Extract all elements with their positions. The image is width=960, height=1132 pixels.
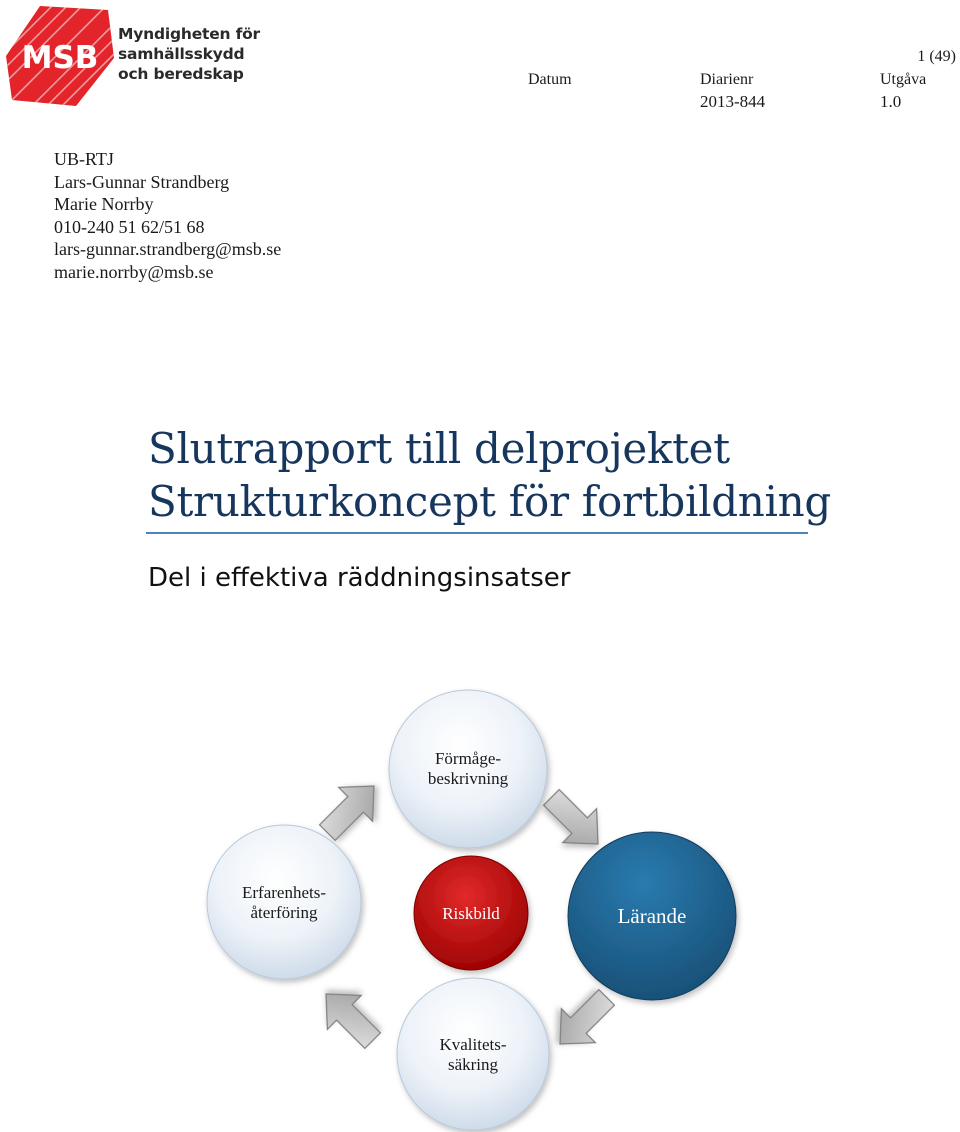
contact-phone: 010-240 51 62/51 68 (54, 216, 205, 237)
logo-text (118, 24, 260, 84)
utgava-label: Utgåva (880, 71, 927, 88)
node-riskbild (414, 856, 528, 970)
page-number: 1 (49) (917, 48, 956, 65)
msb-logo-icon (4, 4, 116, 108)
node-kvalitetssakring (397, 978, 549, 1130)
cycle-diagram (0, 680, 960, 1132)
diarienr-value: 2013-844 (700, 92, 766, 111)
contact-email-1: lars-gunnar.strandberg@msb.se (54, 239, 282, 259)
contact-unit: UB-RTJ (54, 149, 114, 169)
contact-name-2: Marie Norrby (54, 194, 154, 214)
node-bottom-line-1: Kvalitets- (439, 1035, 507, 1054)
title-line-1: Slutrapport till delprojektet (148, 424, 730, 473)
node-left-line-1: Erfarenhets- (241, 883, 327, 902)
arrow-right-to-bottom-icon (543, 980, 624, 1061)
logo-line-2: samhällsskydd (118, 45, 245, 63)
diarienr-label: Diarienr (700, 71, 754, 88)
node-erfarenhetsaterforing (207, 825, 361, 979)
document-subtitle: Del i effektiva räddningsinsatser (148, 563, 571, 593)
node-center-label: Riskbild (442, 904, 500, 923)
arrow-bottom-to-left-icon (309, 977, 390, 1058)
contact-block (54, 148, 281, 283)
node-larande (568, 832, 736, 1000)
node-bottom-line-2: säkring (447, 1055, 499, 1074)
node-formagebeskrivning (389, 690, 547, 848)
title-line-2: Strukturkoncept för fortbildning (148, 477, 832, 526)
logo-line-3: och beredskap (118, 65, 244, 83)
node-top-line-2: beskrivning (427, 769, 509, 788)
node-top-line-1: Förmåge- (434, 749, 502, 768)
contact-email-2: marie.norrby@msb.se (54, 261, 214, 282)
logo-mark-text: MSB (21, 40, 99, 76)
node-right-label: Lärande (617, 904, 687, 928)
node-left-line-2: återföring (250, 903, 318, 922)
utgava-value: 1.0 (880, 92, 902, 111)
title-rule (146, 532, 808, 534)
document-title (148, 422, 831, 528)
datum-label: Datum (528, 71, 572, 88)
contact-name-1: Lars-Gunnar Strandberg (54, 171, 230, 192)
logo-line-1: Myndigheten för (118, 25, 261, 43)
